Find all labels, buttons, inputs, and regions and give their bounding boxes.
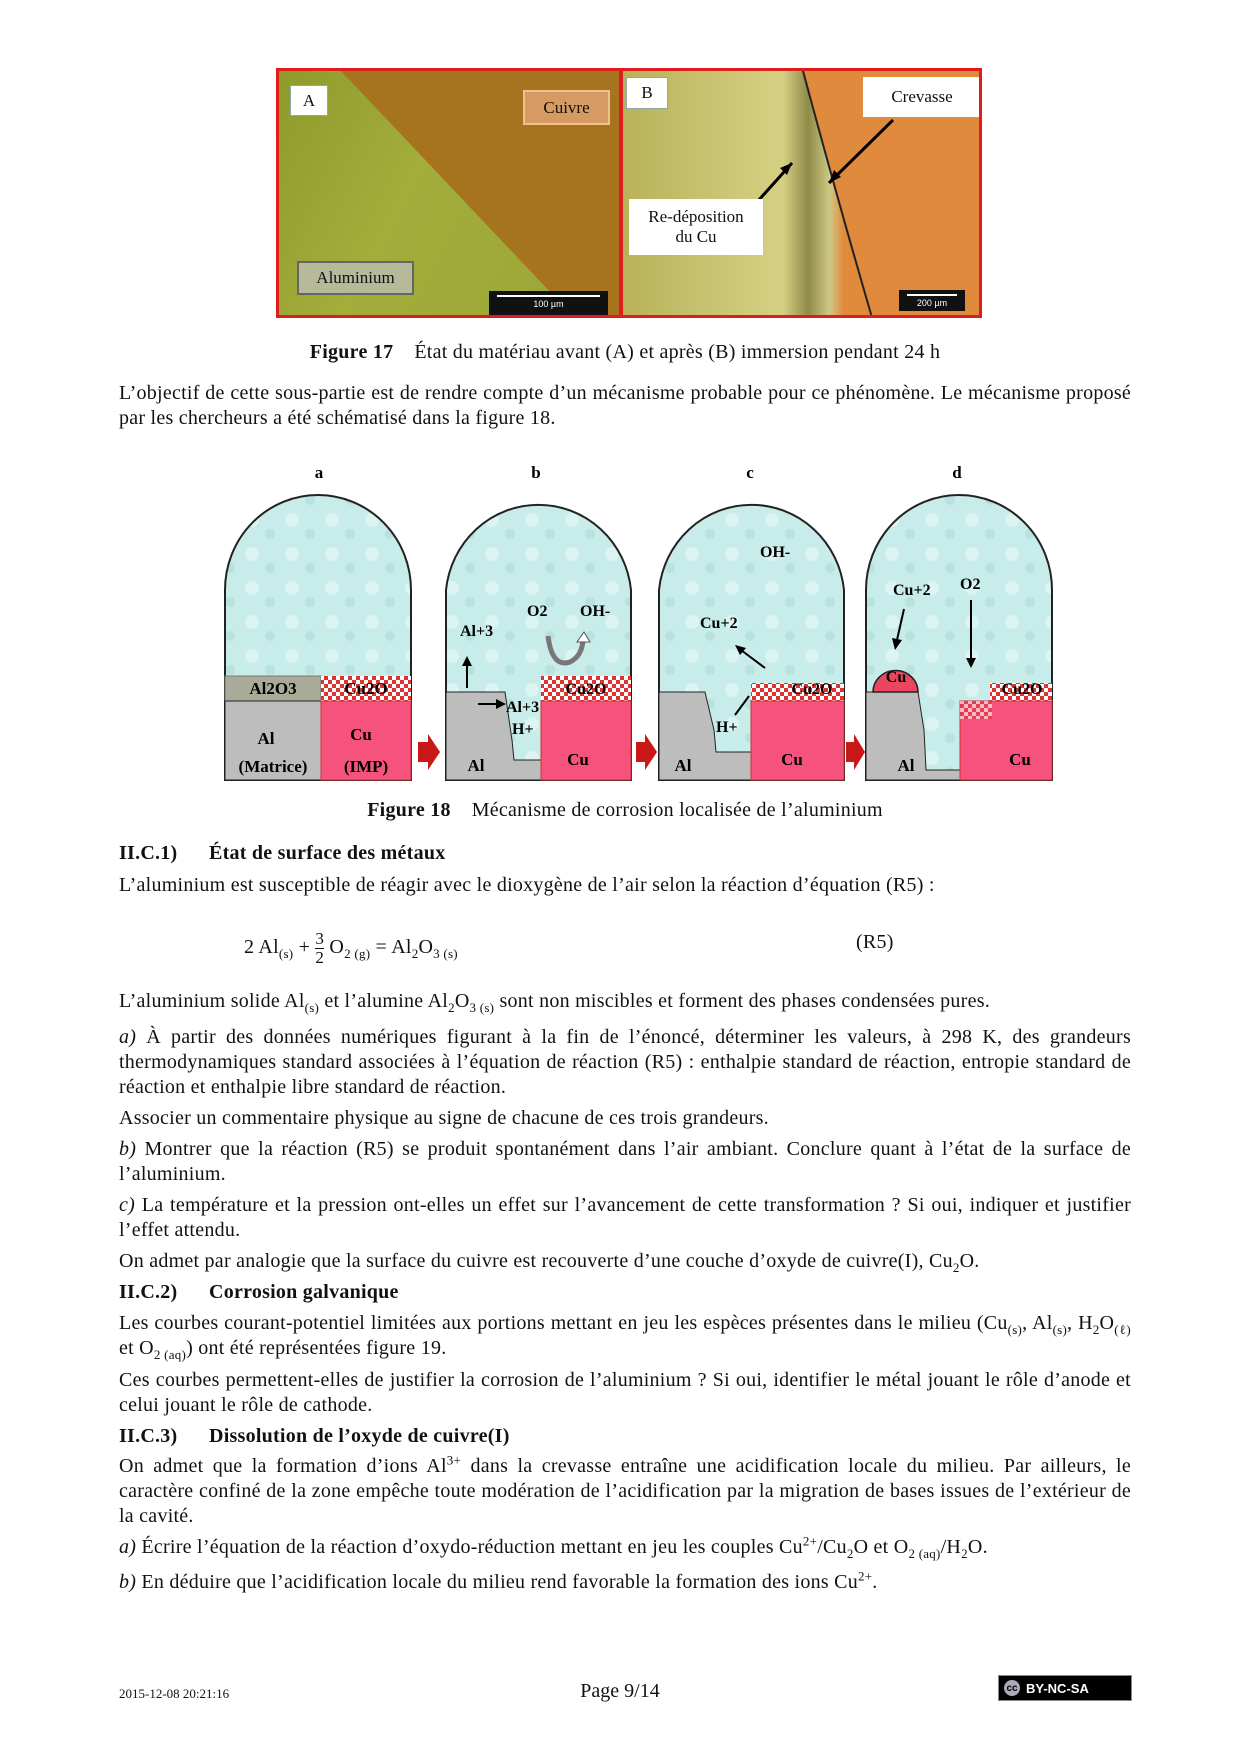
eq-plus: + bbox=[298, 936, 311, 959]
paragraph bbox=[119, 1311, 1131, 1361]
scale-bar-a: 100 µm bbox=[489, 291, 608, 315]
section-title: Corrosion galvanique bbox=[209, 1281, 399, 1303]
paragraph bbox=[119, 1454, 1131, 1529]
text-segment: O bbox=[1099, 1312, 1115, 1334]
label-o2: O2 bbox=[527, 603, 548, 620]
text-segment: /H bbox=[940, 1536, 962, 1558]
section-heading-iic1 bbox=[119, 841, 1131, 866]
photo-tag-a: A bbox=[290, 85, 328, 116]
paragraph bbox=[119, 873, 1131, 898]
redeposit-area bbox=[960, 701, 992, 719]
text-segment: On admet par analogie que la surface du cuivre est recouverte d’une couche d’oxyde de cuivre(I), Cu bbox=[119, 1250, 953, 1272]
item-marker: a) bbox=[119, 1026, 137, 1048]
item-marker: c) bbox=[119, 1194, 136, 1216]
eq-sub: (s) bbox=[278, 946, 294, 962]
text-segment: À partir des données numériques figurant à la fin de l’énoncé, déterminer les valeurs, à 298 K, des grandeurs thermodynamiques standard associées à l’équation de réaction (R5) : enthalpie standard de réaction, entropie standard de réaction et enthalpie libre standard de réaction. bbox=[119, 1026, 1131, 1098]
question bbox=[119, 1368, 1131, 1418]
cc-icon: cc bbox=[1002, 1678, 1022, 1698]
question-b bbox=[119, 1570, 1131, 1595]
text-segment: On admet que la formation d’ions Al bbox=[119, 1455, 447, 1477]
figure18-diagram bbox=[0, 455, 1240, 795]
label-oh: OH- bbox=[580, 603, 611, 620]
section-title: Dissolution de l’oxyde de cuivre(I) bbox=[209, 1425, 510, 1447]
step-arrow-icon bbox=[636, 734, 657, 770]
supscript: 2+ bbox=[802, 1533, 818, 1549]
subscript: (s) bbox=[1052, 1322, 1068, 1337]
license-badge bbox=[998, 1675, 1132, 1701]
label-cu: Cu bbox=[350, 725, 372, 744]
text-segment: O bbox=[454, 990, 470, 1012]
text-segment: , Al bbox=[1022, 1312, 1053, 1334]
supscript: 3+ bbox=[446, 1452, 462, 1468]
text-segment: L’aluminium solide Al bbox=[119, 990, 305, 1012]
eq-term: = Al bbox=[375, 936, 412, 959]
text-segment: Les courbes courant-potentiel limitées aux portions mettant en jeu les espèces présentes dans le milieu (Cu bbox=[119, 1312, 1008, 1334]
label-al: Al bbox=[674, 756, 692, 775]
text-segment: La température et la pression ont-elles un effet sur l’avancement de cette transformation ? Si oui, indiquer et justifier l’effet attendu. bbox=[119, 1194, 1131, 1241]
caption-text: Mécanisme de corrosion localisée de l’aluminium bbox=[471, 799, 883, 821]
item-marker: b) bbox=[119, 1138, 137, 1160]
section-number: II.C.2) bbox=[119, 1281, 178, 1303]
subscript: (s) bbox=[1007, 1322, 1023, 1337]
text-segment: L’aluminium est susceptible de réagir avec le dioxygène de l’air selon la réaction d’équation (R5) : bbox=[119, 874, 935, 896]
subscript: (ℓ) bbox=[1114, 1322, 1131, 1337]
label-cu2: Cu+2 bbox=[700, 615, 738, 632]
label-crevasse: Crevasse bbox=[863, 77, 981, 117]
eq-sub: 2 (g) bbox=[344, 946, 371, 962]
equation-body bbox=[244, 930, 458, 967]
caption-text: État du matériau avant (A) et après (B) immersion pendant 24 h bbox=[414, 341, 941, 363]
label-cu2: Cu+2 bbox=[893, 582, 931, 599]
label-h: H+ bbox=[716, 719, 738, 736]
text-segment: . bbox=[872, 1571, 878, 1593]
section-number: II.C.3) bbox=[119, 1425, 178, 1447]
text-segment: dans la crevasse entraîne une acidification locale du milieu. Par ailleurs, le caractère confiné de la zone empêche toute modération de l’acidification par la migration de bases issues de l’extérieur de la cavité. bbox=[119, 1455, 1131, 1527]
question-b bbox=[119, 1137, 1131, 1187]
text-segment: Associer un commentaire physique au signe de chacune de ces trois grandeurs. bbox=[119, 1107, 769, 1129]
subscript: 2 bbox=[846, 1546, 854, 1561]
panel-letter-a: a bbox=[314, 463, 324, 482]
scale-bar-b: 200 µm bbox=[899, 290, 965, 311]
equation-r5 bbox=[119, 918, 1131, 968]
fraction-numerator: 3 bbox=[315, 929, 325, 948]
panel-b bbox=[446, 505, 631, 780]
panel-letter-b: b bbox=[531, 463, 541, 482]
intro-paragraph: L’objectif de cette sous-partie est de rendre compte d’un mécanisme probable pour ce phénomène. Le mécanisme proposé par les chercheurs a été schématisé dans la figure 18. bbox=[119, 382, 1131, 429]
equation-tag: (R5) bbox=[856, 931, 894, 953]
photo-a bbox=[276, 68, 622, 318]
label-redeposition-line2: du Cu bbox=[675, 227, 717, 246]
text-segment: sont non miscibles et forment des phases condensées pures. bbox=[494, 990, 991, 1012]
label-o2: O2 bbox=[960, 576, 981, 593]
label-al: Al bbox=[897, 756, 915, 775]
caption-label: Figure 18 bbox=[367, 799, 451, 821]
caption-label: Figure 17 bbox=[309, 341, 394, 363]
text-segment: Écrire l’équation de la réaction d’oxydo-réduction mettant en jeu les couples Cu bbox=[136, 1536, 803, 1558]
label-cu2o: Cu2O bbox=[791, 681, 833, 698]
section-heading-iic3 bbox=[119, 1424, 1131, 1449]
label-cu: Cu bbox=[567, 750, 589, 769]
panel-letter-d: d bbox=[952, 463, 962, 482]
eq-sub: 2 bbox=[411, 946, 419, 962]
subscript: (s) bbox=[304, 1000, 320, 1015]
section-number: II.C.1) bbox=[119, 842, 178, 864]
question-a bbox=[119, 1025, 1131, 1100]
label-matrice: (Matrice) bbox=[238, 757, 308, 776]
subscript: 2 bbox=[1092, 1322, 1100, 1337]
label-h: H+ bbox=[512, 721, 534, 738]
subscript: 2 bbox=[952, 1260, 960, 1275]
subscript: 2 bbox=[448, 1000, 455, 1015]
step-arrow-icon bbox=[418, 734, 440, 770]
text-segment: ) ont été représentées figure 19. bbox=[186, 1337, 447, 1359]
label-al3: Al+3 bbox=[460, 623, 494, 640]
step-arrow-icon bbox=[846, 734, 865, 770]
text-segment: , H bbox=[1067, 1312, 1093, 1334]
text-segment: O. bbox=[967, 1536, 988, 1558]
eq-term: 2 Al bbox=[244, 936, 279, 959]
panel-c bbox=[659, 505, 844, 780]
text-segment: O et O bbox=[853, 1536, 909, 1558]
text-segment: /Cu bbox=[817, 1536, 847, 1558]
label-al: Al bbox=[257, 729, 275, 748]
eq-sub: 3 (s) bbox=[433, 946, 458, 962]
figure18-caption bbox=[119, 798, 1131, 823]
photo-tag-b: B bbox=[626, 77, 668, 109]
label-al2o3: Al2O3 bbox=[249, 679, 297, 698]
footer-timestamp: 2015-12-08 20:21:16 bbox=[119, 1686, 230, 1701]
panel-d bbox=[866, 495, 1052, 780]
label-cu: Cu bbox=[781, 750, 803, 769]
label-cu2o: Cu2O bbox=[565, 681, 607, 698]
label-cuivre: Cuivre bbox=[523, 90, 610, 125]
paragraph bbox=[119, 1249, 1131, 1274]
label-aluminium: Aluminium bbox=[297, 261, 414, 295]
eq-term: O bbox=[329, 936, 345, 959]
subscript: 3 (s) bbox=[469, 1000, 495, 1015]
fraction-denominator: 2 bbox=[315, 948, 325, 967]
label-cu: Cu bbox=[1009, 750, 1031, 769]
label-redeposition bbox=[629, 199, 763, 255]
panel-a bbox=[225, 495, 411, 780]
item-marker: b) bbox=[119, 1571, 137, 1593]
label-oh: OH- bbox=[760, 544, 791, 561]
subscript: 2 (aq) bbox=[153, 1347, 187, 1362]
text-segment: En déduire que l’acidification locale du milieu rend favorable la formation des ions Cu bbox=[136, 1571, 858, 1593]
label-cu-deposit: Cu bbox=[885, 669, 907, 686]
text-segment: et l’alumine Al bbox=[319, 990, 449, 1012]
panel-letter-c: c bbox=[746, 463, 754, 482]
paragraph bbox=[119, 1106, 1131, 1131]
eq-term: O bbox=[418, 936, 434, 959]
section-heading-iic2 bbox=[119, 1280, 1131, 1305]
subscript: 2 bbox=[961, 1546, 968, 1561]
label-cu2o: Cu2O bbox=[1001, 681, 1043, 698]
supscript: 2+ bbox=[857, 1568, 873, 1584]
label-al: Al bbox=[467, 756, 485, 775]
section-title: État de surface des métaux bbox=[209, 842, 446, 864]
text-segment: Ces courbes permettent-elles de justifier la corrosion de l’aluminium ? Si oui, identifier le métal jouant le rôle d’anode et celui jouant le rôle de cathode. bbox=[119, 1369, 1131, 1416]
item-marker: a) bbox=[119, 1536, 137, 1558]
paragraph bbox=[119, 989, 1131, 1014]
label-redeposition-line1: Re-déposition bbox=[648, 207, 744, 226]
fraction bbox=[315, 930, 324, 967]
license-text: BY-NC-SA bbox=[1026, 1680, 1089, 1696]
text-segment: et O bbox=[119, 1337, 154, 1359]
label-imp: (IMP) bbox=[343, 757, 389, 776]
text-segment: O. bbox=[959, 1250, 980, 1272]
question-a bbox=[119, 1535, 1131, 1560]
label-al3-pit: Al+3 bbox=[506, 699, 540, 716]
figure17-caption bbox=[119, 340, 1131, 365]
photo-b bbox=[620, 68, 982, 318]
text-segment: Montrer que la réaction (R5) se produit spontanément dans l’air ambiant. Conclure quant à l’état de la surface de l’aluminium. bbox=[119, 1138, 1131, 1185]
question-c bbox=[119, 1193, 1131, 1243]
label-cu2o: Cu2O bbox=[344, 679, 388, 698]
footer-page-number: Page 9/14 bbox=[580, 1680, 660, 1702]
subscript: 2 (aq) bbox=[908, 1546, 941, 1561]
